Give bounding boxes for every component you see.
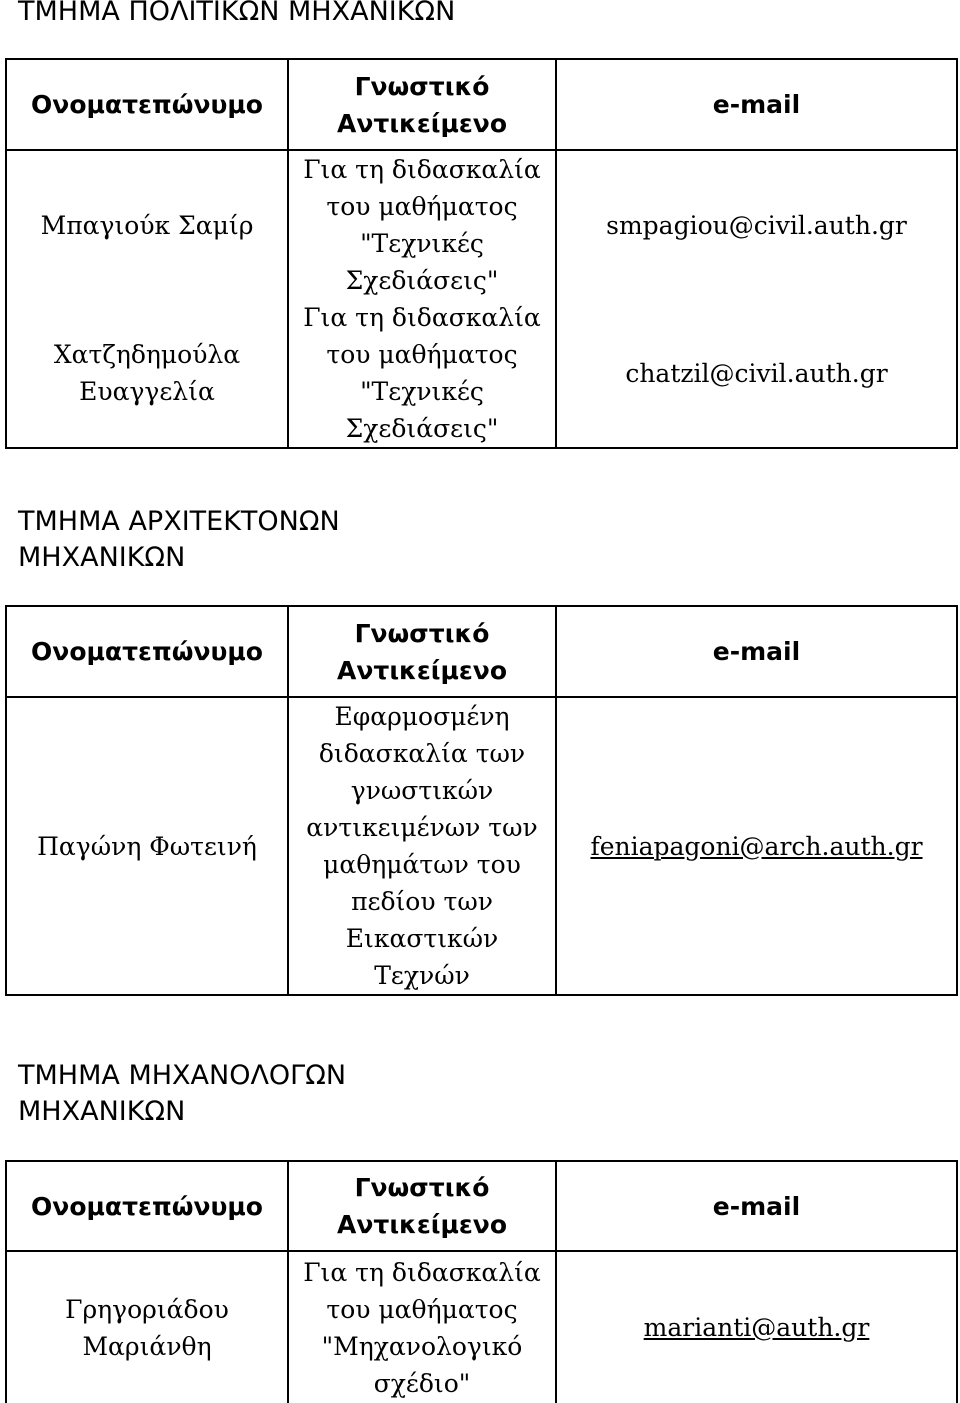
column-header-name: Ονοματεπώνυμο	[6, 1161, 288, 1251]
section-heading-architecture	[18, 504, 340, 576]
email-link[interactable]: marianti@auth.gr	[643, 1313, 870, 1342]
subject-description: Για τη διδασκαλία του μαθήματος "Μηχανολογικό σχέδιο"	[288, 1251, 556, 1403]
table-row	[6, 150, 957, 299]
email-address	[556, 1251, 957, 1403]
table-row	[6, 299, 957, 448]
person-name: Γρηγοριάδου Μαριάνθη	[6, 1251, 288, 1403]
subject-description: Εφαρμοσμένη διδασκαλία των γνωστικών αντικειμένων των μαθημάτων του πεδίου των Εικαστικών Τεχνών	[288, 697, 556, 995]
column-header-email: e-mail	[556, 606, 957, 697]
column-header-subject: Γνωστικό Αντικείμενο	[288, 59, 556, 150]
table-row	[6, 1251, 957, 1403]
table-row	[6, 697, 957, 995]
subject-description: Για τη διδασκαλία του μαθήματος "Τεχνικές Σχεδιάσεις"	[288, 299, 556, 448]
section-heading-mechanical	[18, 1058, 346, 1130]
column-header-email: e-mail	[556, 59, 957, 150]
email-address: smpagiou@civil.auth.gr	[556, 150, 957, 299]
staff-table-architecture	[5, 605, 958, 996]
table-header-row	[6, 1161, 957, 1251]
section-heading-civil	[18, 0, 455, 30]
staff-table-civil	[5, 58, 958, 449]
column-header-email: e-mail	[556, 1161, 957, 1251]
column-header-subject: Γνωστικό Αντικείμενο	[288, 1161, 556, 1251]
section-heading-line: ΜΗΧΑΝΙΚΩΝ	[18, 1096, 186, 1127]
person-name: Μπαγιούκ Σαμίρ	[6, 150, 288, 299]
column-header-name: Ονοματεπώνυμο	[6, 606, 288, 697]
subject-description: Για τη διδασκαλία του μαθήματος "Τεχνικές Σχεδιάσεις"	[288, 150, 556, 299]
table-header-row	[6, 606, 957, 697]
person-name: Χατζηδημούλα Ευαγγελία	[6, 299, 288, 448]
staff-table-mechanical	[5, 1160, 958, 1403]
table-header-row	[6, 59, 957, 150]
section-heading-line: ΤΜΗΜΑ ΜΗΧΑΝΟΛΟΓΩΝ	[18, 1060, 347, 1091]
section-heading-line: ΤΜΗΜΑ ΠΟΛΙΤΙΚΩΝ ΜΗΧΑΝΙΚΩΝ	[18, 0, 456, 27]
section-heading-line: ΜΗΧΑΝΙΚΩΝ	[18, 542, 186, 573]
column-header-name: Ονοματεπώνυμο	[6, 59, 288, 150]
email-link[interactable]: feniapagoni@arch.auth.gr	[590, 831, 923, 861]
email-address	[556, 697, 957, 995]
email-address: chatzil@civil.auth.gr	[556, 299, 957, 448]
person-name: Παγώνη Φωτεινή	[6, 697, 288, 995]
section-heading-line: ΤΜΗΜΑ ΑΡΧΙΤΕΚΤΟΝΩΝ	[18, 506, 340, 537]
column-header-subject: Γνωστικό Αντικείμενο	[288, 606, 556, 697]
